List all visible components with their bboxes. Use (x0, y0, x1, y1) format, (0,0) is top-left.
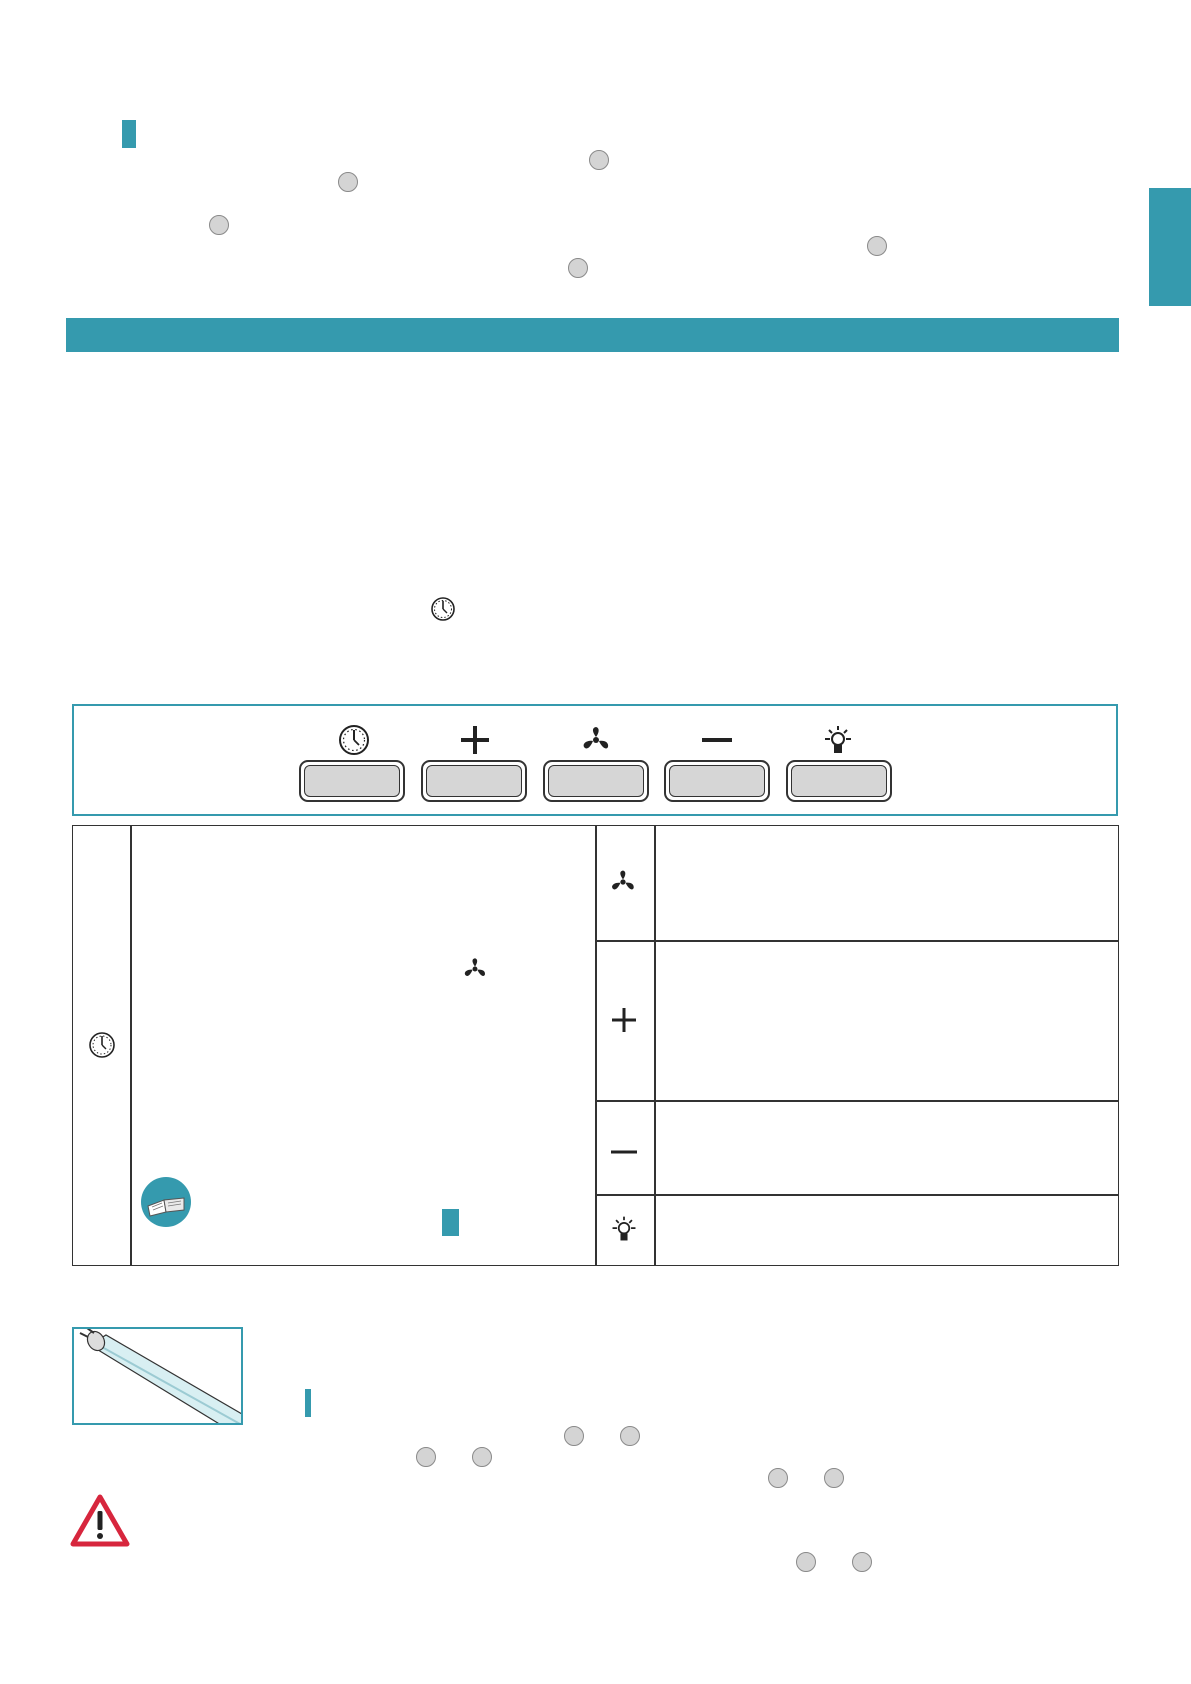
minus-icon (609, 1137, 639, 1167)
plus-icon (458, 724, 492, 756)
callout-marker (620, 1426, 640, 1446)
callout-marker (852, 1552, 872, 1572)
callout-marker (867, 236, 887, 256)
light-button[interactable] (786, 760, 892, 802)
light-bulb-icon (609, 1214, 639, 1244)
fan-button[interactable] (543, 760, 649, 802)
fan-icon (579, 724, 613, 756)
clock-icon (87, 1030, 117, 1060)
fluorescent-tube-icon (72, 1327, 243, 1425)
table-divider (130, 825, 132, 1266)
clock-icon (430, 596, 456, 622)
clock-icon (337, 724, 371, 756)
minus-button[interactable] (664, 760, 770, 802)
light-bulb-icon (821, 724, 855, 756)
callout-marker (564, 1426, 584, 1446)
section-header-bar (66, 318, 1119, 352)
fan-icon (608, 867, 638, 897)
table-divider (595, 940, 1119, 942)
chapter-side-tab (1149, 188, 1191, 306)
fan-icon (461, 955, 491, 985)
callout-marker (338, 172, 358, 192)
manual-book-icon (140, 1176, 192, 1228)
timer-button[interactable] (299, 760, 405, 802)
callout-marker (768, 1468, 788, 1488)
plus-button[interactable] (421, 760, 527, 802)
callout-marker (589, 150, 609, 170)
callout-marker (568, 258, 588, 278)
table-divider (595, 825, 597, 1266)
plus-icon (609, 1005, 639, 1035)
section-marker (122, 120, 136, 148)
section-marker (442, 1209, 459, 1236)
minus-icon (700, 724, 734, 756)
callout-marker (209, 215, 229, 235)
table-divider (595, 1100, 1119, 1102)
section-marker (305, 1389, 311, 1417)
callout-marker (796, 1552, 816, 1572)
table-divider (595, 1194, 1119, 1196)
callout-marker (824, 1468, 844, 1488)
callout-marker (472, 1447, 492, 1467)
warning-triangle-icon (70, 1494, 130, 1548)
table-divider (654, 825, 656, 1266)
callout-marker (416, 1447, 436, 1467)
